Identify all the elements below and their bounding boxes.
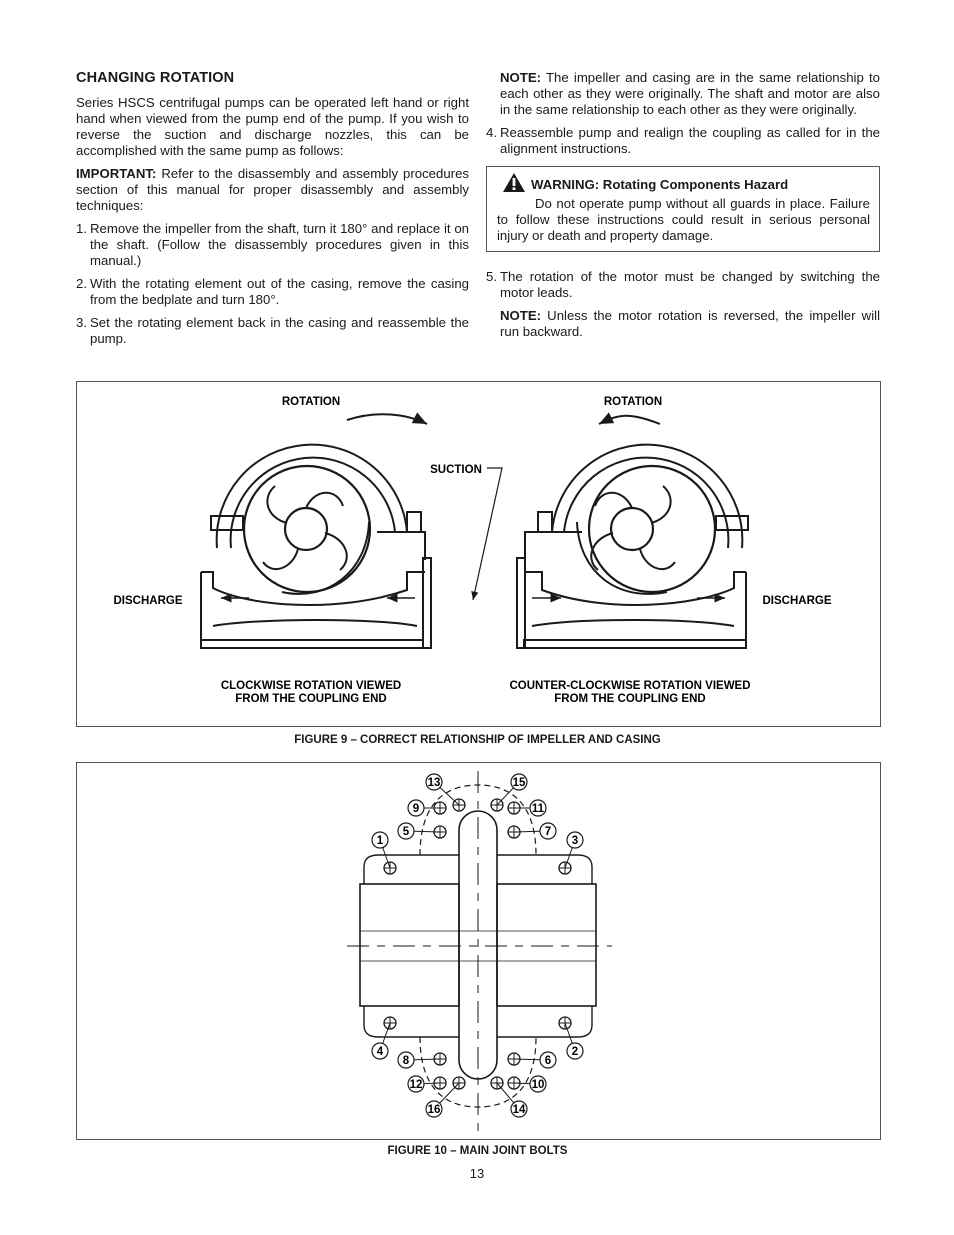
main-joint-bolts-diagram bbox=[77, 763, 880, 1139]
important-label: IMPORTANT: bbox=[76, 166, 157, 181]
bolt-number-5: 5 bbox=[402, 826, 410, 838]
important-text: Refer to the disassembly and assembly procedures section of this manual for proper disassembly and assembly techniques: bbox=[76, 166, 469, 213]
step-number: 4. bbox=[486, 125, 497, 140]
intro-paragraph: Series HSCS centrifugal pumps can be operated left hand or right hand when viewed from the pump end of the pump. If you wish to reverse the suction and discharge nozzles, this can be accomplished with the same pump as follows: bbox=[76, 95, 469, 158]
warning-title: WARNING: Rotating Components Hazard bbox=[531, 177, 789, 192]
clockwise-caption-line-1: CLOCKWISE ROTATION VIEWED bbox=[220, 680, 402, 692]
bolt-number-9: 9 bbox=[412, 803, 420, 815]
section-heading: CHANGING ROTATION bbox=[76, 70, 235, 86]
figure-10-panel bbox=[76, 762, 881, 1140]
bolt-number-2: 2 bbox=[571, 1046, 579, 1058]
casing-outline bbox=[347, 771, 612, 1133]
step-1 bbox=[76, 221, 469, 269]
bolt-number-15: 15 bbox=[512, 777, 526, 789]
bolt-number-1: 1 bbox=[376, 835, 384, 847]
clockwise-caption-line-2: FROM THE COUPLING END bbox=[235, 693, 387, 705]
note-text: The impeller and casing are in the same relationship to each other as they were originally. The shaft and motor are also in the same relationship to each other as they were originally. bbox=[500, 70, 880, 117]
bolt-number-7: 7 bbox=[544, 826, 552, 838]
bolt-number-10: 10 bbox=[531, 1079, 545, 1091]
pump-rotation-diagram bbox=[77, 382, 880, 726]
step-text: Remove the impeller from the shaft, turn it 180° and replace it on the shaft. (Follow the disassembly procedures given in this manual.) bbox=[90, 221, 469, 268]
bolt-number-12: 12 bbox=[409, 1079, 423, 1091]
figure-9-panel bbox=[76, 381, 881, 727]
counter-clockwise-pump-drawing bbox=[517, 416, 748, 648]
note-label: NOTE: bbox=[500, 70, 542, 85]
figure-10-caption: FIGURE 10 – MAIN JOINT BOLTS bbox=[387, 1145, 568, 1157]
warning-triangle-icon bbox=[503, 173, 525, 196]
right-column bbox=[486, 70, 880, 347]
step-number: 5. bbox=[486, 269, 497, 284]
clockwise-pump-drawing bbox=[201, 414, 431, 648]
step-5 bbox=[486, 269, 880, 301]
step-number: 3. bbox=[76, 315, 87, 330]
bolt-number-6: 6 bbox=[544, 1055, 552, 1067]
warning-box bbox=[486, 166, 880, 252]
figure-9-caption: FIGURE 9 – CORRECT RELATIONSHIP OF IMPELLER AND CASING bbox=[294, 734, 661, 746]
bolt-number-16: 16 bbox=[427, 1104, 441, 1116]
bolt-number-13: 13 bbox=[427, 777, 441, 789]
left-column bbox=[76, 70, 469, 354]
step-text: The rotation of the motor must be changed by switching the motor leads. bbox=[500, 269, 880, 300]
discharge-label-right: DISCHARGE bbox=[762, 595, 832, 607]
step-number: 2. bbox=[76, 276, 87, 291]
note-label: NOTE: bbox=[500, 308, 542, 323]
important-paragraph bbox=[76, 166, 469, 214]
warning-text: Do not operate pump without all guards in place. Failure to follow these instructions could result in serious personal injury or death and property damage. bbox=[497, 196, 870, 243]
rotation-label-right: ROTATION bbox=[603, 396, 663, 408]
step-4 bbox=[486, 125, 880, 157]
step-3 bbox=[76, 315, 469, 347]
suction-leader-line bbox=[473, 468, 502, 600]
note-text: Unless the motor rotation is reversed, the impeller will run backward. bbox=[500, 308, 880, 339]
bolt-number-8: 8 bbox=[402, 1055, 410, 1067]
rotation-label-left: ROTATION bbox=[281, 396, 341, 408]
discharge-label-left: DISCHARGE bbox=[113, 595, 183, 607]
note-2 bbox=[486, 308, 880, 340]
step-2 bbox=[76, 276, 469, 308]
step-text: Reassemble pump and realign the coupling as called for in the alignment instructions. bbox=[500, 125, 880, 156]
rotation-steps bbox=[76, 221, 469, 347]
counter-clockwise-caption-line-1: COUNTER-CLOCKWISE ROTATION VIEWED bbox=[509, 680, 751, 692]
rotation-steps-continued bbox=[486, 125, 880, 157]
bolt-number-3: 3 bbox=[571, 835, 579, 847]
step-text: With the rotating element out of the casing, remove the casing from the bedplate and turn 180°. bbox=[90, 276, 469, 307]
bolt-number-14: 14 bbox=[512, 1104, 526, 1116]
step-number: 1. bbox=[76, 221, 87, 236]
bolt-number-4: 4 bbox=[376, 1046, 384, 1058]
page-number: 13 bbox=[469, 1166, 485, 1181]
rotation-steps-final bbox=[486, 269, 880, 301]
suction-label: SUCTION bbox=[430, 464, 482, 476]
step-text: Set the rotating element back in the casing and reassemble the pump. bbox=[90, 315, 469, 346]
counter-clockwise-caption-line-2: FROM THE COUPLING END bbox=[554, 693, 706, 705]
note-1 bbox=[486, 70, 880, 118]
bolt-number-11: 11 bbox=[531, 803, 545, 815]
